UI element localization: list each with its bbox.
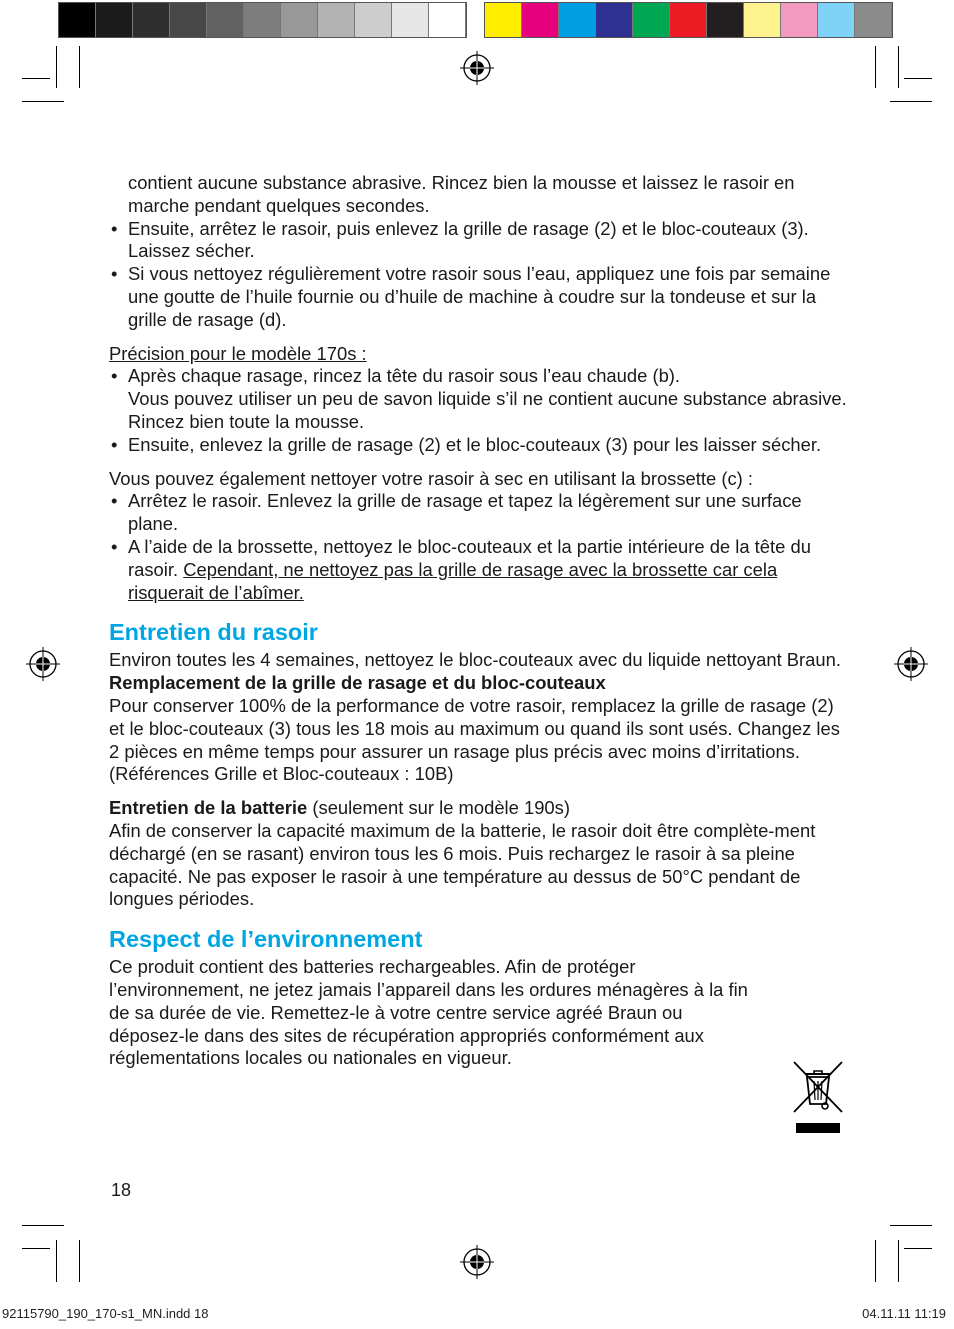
registration-mark-icon [26,647,60,681]
grayscale-color-bar [58,2,467,38]
crop-mark [904,1248,932,1249]
color-swatch [96,3,133,37]
list-item: • Arrêtez le rasoir. Enlevez la grille de rasage et tapez la légèrement sur une surface plane. [109,490,849,536]
color-swatch [855,3,892,37]
warning-text: Cependant, ne nettoyez pas la grille de rasage avec la brossette car cela risquerait de l’abîmer. [128,558,778,603]
crop-mark [79,46,80,88]
crop-mark [22,101,64,102]
color-swatch [781,3,818,37]
color-swatch [429,3,466,37]
color-swatch [207,3,244,37]
list-item [109,536,849,604]
color-swatch [485,3,522,37]
color-swatch [670,3,707,37]
color-swatch [818,3,855,37]
crop-mark [22,1248,50,1249]
list-item: • Ensuite, enlevez la grille de rasage (2) et le bloc-couteaux (3) pour les laisser sécher. [109,434,849,457]
list-item-text: Vous pouvez utiliser un peu de savon liquide s’il ne contient aucune substance abrasive. Rincez bien toute la mousse. [128,388,847,432]
crop-mark [904,78,932,79]
page-content [109,172,849,1070]
dry-cleaning-section [109,468,849,605]
color-swatch [170,3,207,37]
battery-heading: Entretien de la batterie [109,797,308,819]
color-swatch [392,3,429,37]
intro-bullet-list [109,218,849,332]
color-swatch [744,3,781,37]
crop-mark [56,46,57,88]
list-item-text: Après chaque rasage, rincez la tête du rasoir sous l’eau chaude (b). [128,365,681,387]
crossed-out-wheelie-bin-icon [792,1060,844,1136]
process-color-bar [484,2,893,38]
color-swatch [318,3,355,37]
registration-mark-icon [894,647,928,681]
crop-mark [898,46,899,88]
replacement-heading: Remplacement de la grille de rasage et du bloc-couteaux [109,672,606,694]
model-170-section [109,343,849,457]
section-title-environment: Respect de l’environnement [109,926,423,953]
crop-mark [898,1240,899,1282]
crop-mark [875,1240,876,1282]
print-slug-date: 04.11.11 11:19 [862,1306,946,1321]
print-slug-filename: 92115790_190_170-s1_MN.indd 18 [2,1306,209,1321]
environment-text: Ce produit contient des batteries rechargeables. Afin de protéger l’environnement, ne jetez jamais l’appareil dans les ordures ménagères à la fin de sa durée de vie. Remettez-le à votre centre service agréé Braun ou déposez-le dans des sites de récupération appropriés conformément aux réglementations locales ou nationales en vigueur. [109,956,748,1069]
color-swatch [633,3,670,37]
battery-text: Afin de conserver la capacité maximum de la batterie, le rasoir doit être complète-ment déchargé (en se rasant) environ tous les 6 mois. Puis rechargez le rasoir à sa pleine capacité. Ne pas exposer le rasoir à une température au dessus de 50°C pendant de longues périodes. [109,819,816,910]
model-170-bullet-list [109,365,849,456]
replacement-references: (Références Grille et Bloc-couteaux : 10B) [109,763,454,785]
list-item [109,365,849,433]
replacement-text: Pour conserver 100% de la performance de votre rasoir, remplacez la grille de rasage (2) et le bloc-couteaux (3) tous les 18 mois au maximum ou quand ils sont usés. Changez les 2 pièces en même temps pour assurer un rasage plus précis avec moins d’irritations. [109,694,840,762]
list-item: • Si vous nettoyez régulièrement votre rasoir sous l’eau, appliquez une fois par semaine une goutte de l’huile fournie ou d’huile de machine à coudre sur la tondeuse et sur la grille de rasage (d). [109,263,849,331]
color-swatch [281,3,318,37]
color-swatch [522,3,559,37]
color-swatch [133,3,170,37]
continuation-text: contient aucune substance abrasive. Rincez bien la mousse et laissez le rasoir en marche pendant quelques secondes. [128,172,795,216]
battery-section [109,797,849,911]
model-170-heading: Précision pour le modèle 170s : [109,342,367,364]
crop-mark [79,1240,80,1282]
color-swatch [559,3,596,37]
replacement-section [109,672,849,786]
section-title-maintenance: Entretien du rasoir [109,619,318,646]
registration-mark-icon [460,1245,494,1279]
maintenance-intro: Environ toutes les 4 semaines, nettoyez le bloc-couteaux avec du liquide nettoyant Braun. [109,649,841,671]
color-swatch [596,3,633,37]
color-swatch [707,3,744,37]
color-swatch [59,3,96,37]
list-item: • Ensuite, arrêtez le rasoir, puis enlevez la grille de rasage (2) et le bloc-couteaux (3). Laissez sécher. [109,218,849,264]
crop-mark [56,1240,57,1282]
battery-note: (seulement sur le modèle 190s) [307,797,570,819]
dry-cleaning-intro: Vous pouvez également nettoyer votre rasoir à sec en utilisant la brossette (c) : [109,467,754,489]
crop-mark [22,78,50,79]
crop-mark [890,1225,932,1226]
crop-mark [22,1225,64,1226]
list-item-text: A l’aide de la brossette, nettoyez le bloc-couteaux et la partie intérieure de la tête du rasoir. [128,535,811,580]
crop-mark [875,46,876,88]
color-swatch [355,3,392,37]
crop-mark [890,101,932,102]
page-number: 18 [111,1180,132,1200]
intro-section [109,172,849,332]
registration-mark-icon [460,51,494,85]
dry-cleaning-bullet-list [109,490,849,604]
color-swatch [244,3,281,37]
